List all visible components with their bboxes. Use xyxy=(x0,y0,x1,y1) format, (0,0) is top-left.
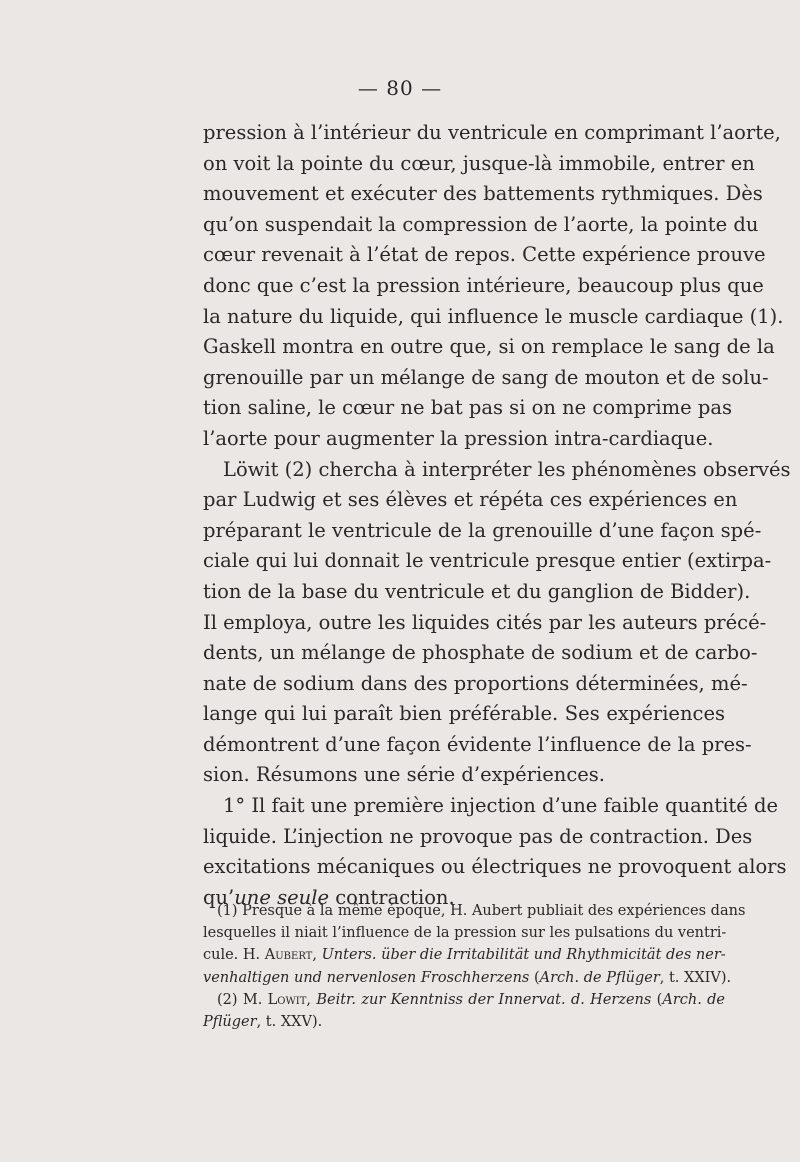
body-line: donc que c’est la pression intérieure, beaucoup plus que xyxy=(203,273,764,297)
body-line: pression à l’intérieur du ventricule en comprimant l’aorte, xyxy=(203,121,781,144)
footnote-segment: ( xyxy=(651,991,663,1008)
body-line: préparant le ventricule de la grenouille d’une façon spé- xyxy=(203,518,762,542)
footnote-author: Aubert xyxy=(264,947,313,964)
body-text xyxy=(203,118,791,913)
footnote-line xyxy=(203,989,725,1011)
footnote-italic-segment: venhaltigen und nervenlosen Froschherzens xyxy=(203,969,530,986)
footnote-line: lesquelles il niait l’influence de la pression sur les pulsations du ventri- xyxy=(203,925,727,942)
body-line: lange qui lui paraît bien préférable. Ses expériences xyxy=(203,702,725,726)
footnote-italic-segment: Unters. über die Irritabilität und Rhythmicität des ner- xyxy=(321,947,726,964)
body-line: par Ludwig et ses élèves et répéta ces expériences en xyxy=(203,488,738,512)
footnote-line xyxy=(203,967,732,989)
footnote-segment: , t. XXV). xyxy=(256,1013,323,1030)
footnote-segment: cule. H. xyxy=(203,947,265,964)
body-line: on voit la pointe du cœur, jusque-là immobile, entrer en xyxy=(203,151,755,175)
body-line: Il employa, outre les liquides cités par les auteurs précé- xyxy=(203,610,767,634)
body-line: sion. Résumons une série d’expériences. xyxy=(203,763,605,787)
footnote-segment: , xyxy=(306,991,317,1008)
footnote-segment: (2) M. xyxy=(217,991,268,1008)
body-line: la nature du liquide, qui influence le muscle cardiaque (1). xyxy=(203,304,784,328)
footnote-segment: ( xyxy=(529,969,540,986)
body-text-segment: qu’ xyxy=(203,885,235,909)
footnote-line xyxy=(203,1011,725,1033)
body-line: l’aorte pour augmenter la pression intra-cardiaque. xyxy=(203,426,714,450)
body-line: ciale qui lui donnait le ventricule presque entier (extirpa- xyxy=(203,549,772,573)
body-line: tion saline, le cœur ne bat pas si on ne comprime pas xyxy=(203,396,732,420)
footnote-author: Lowit xyxy=(267,991,307,1008)
body-line: qu’on suspendait la compression de l’aorte, la pointe du xyxy=(203,212,759,236)
body-text-segment: contraction. xyxy=(329,885,455,909)
body-line: liquide. L’injection ne provoque pas de contraction. Des xyxy=(203,824,753,848)
body-line: 1° Il fait une première injection d’une faible quantité de xyxy=(223,794,778,818)
body-line: tion de la base du ventricule et du ganglion de Bidder). xyxy=(203,579,751,603)
body-line: excitations mécaniques ou électriques ne provoquent alors xyxy=(203,855,787,879)
body-line: démontrent d’une façon évidente l’influence de la pres- xyxy=(203,732,752,756)
body-line: Löwit (2) chercha à interpréter les phénomènes observés xyxy=(223,457,791,481)
footnote-italic-segment: Beitr. zur Kenntniss der Innervat. d. Herzens xyxy=(316,991,652,1008)
body-line: grenouille par un mélange de sang de mouton et de solu- xyxy=(203,365,769,389)
page-number: — 80 — xyxy=(357,76,443,100)
body-line: dents, un mélange de phosphate de sodium et de carbo- xyxy=(203,641,758,665)
body-line: nate de sodium dans des proportions déterminées, mé- xyxy=(203,671,748,695)
footnote-italic-segment: Arch. de Pflüger xyxy=(539,969,660,986)
footnotes xyxy=(203,900,746,1033)
body-italic-segment: une seule xyxy=(234,885,329,909)
footnote-segment: , xyxy=(312,947,322,964)
body-line: Gaskell montra en outre que, si on remplace le sang de la xyxy=(203,335,775,359)
body-line: mouvement et exécuter des battements rythmiques. Dès xyxy=(203,182,763,206)
footnote-line: (1) Presque à la même époque, H. Aubert publiait des expériences dans xyxy=(217,903,746,919)
footnote-segment: , t. XXIV). xyxy=(659,969,732,986)
footnote-italic-segment: Arch. de xyxy=(662,991,726,1008)
footnote-line xyxy=(203,944,725,966)
body-line: cœur revenait à l’état de repos. Cette expérience prouve xyxy=(203,243,766,267)
footnote-italic-segment: Pflüger xyxy=(203,1013,257,1030)
